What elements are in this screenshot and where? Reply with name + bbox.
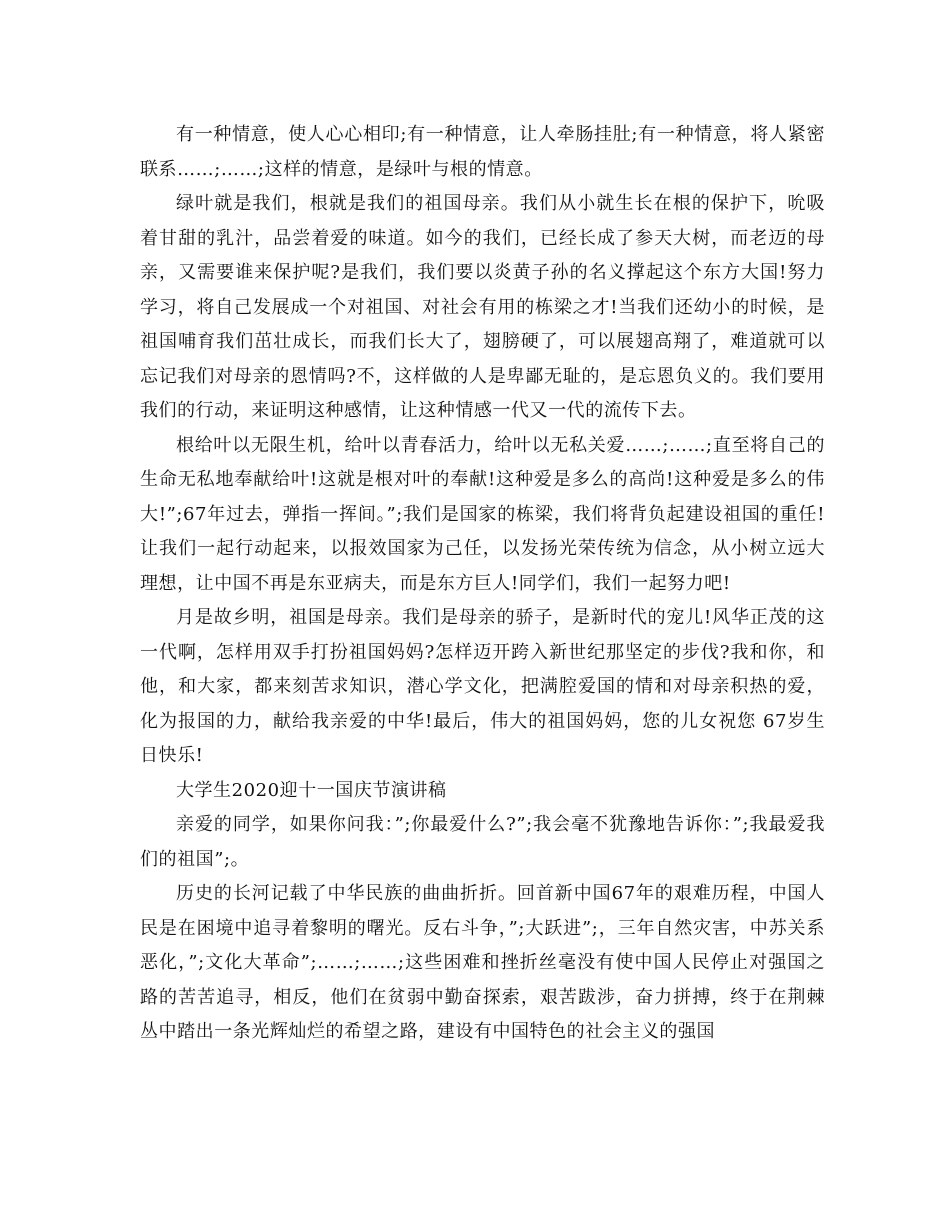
paragraph-4: 月是故乡明，祖国是母亲。我们是母亲的骄子，是新时代的宠儿!风华正茂的这一代啊，怎样用双手打扮祖国妈妈?怎样迈开跨入新世纪那坚定的步伐?我和你，和他，和大家，都来刻苦求知识，潜心学文化，把满腔爱国的情和对母亲积热的爱，化为报国的力，献给我亲爱的中华!最后，伟大的祖国妈妈，您的儿女祝您 67岁生日快乐! bbox=[140, 607, 825, 766]
section-title: 大学生2020迎十一国庆节演讲稿 bbox=[176, 779, 447, 801]
paragraph-5: 亲爱的同学，如果你问我：”;你最爱什么?”;我会毫不犹豫地告诉你：”;我最爱我们的祖国”;。 bbox=[140, 814, 825, 870]
paragraph-2: 绿叶就是我们，根就是我们的祖国母亲。我们从小就生长在根的保护下，吮吸着甘甜的乳汁，品尝着爱的味道。如今的我们，已经长成了参天大树，而老迈的母亲，又需要谁来保护呢?是我们，我们要以炎黄子孙的名义撑起这个东方大国!努力学习，将自己发展成一个对祖国、对社会有用的栋梁之才!当我们还幼小的时候，是祖国哺育我们茁壮成长，而我们长大了，翅膀硬了，可以展翅高翔了，难道就可以忘记我们对母亲的恩情吗?不，这样做的人是卑鄙无耻的，是忘恩负义的。我们要用我们的行动，来证明这种感情，让这种情感一代又一代的流传下去。 bbox=[140, 193, 825, 421]
document-page bbox=[140, 118, 825, 1050]
paragraph-3: 根给叶以无限生机，给叶以青春活力，给叶以无私关爱……;……;直至将自己的生命无私地奉献给叶!这就是根对叶的奉献!这种爱是多么的高尚!这种爱是多么的伟大!”;67年过去，弹指一挥间。”;我们是国家的栋梁，我们将背负起建设祖国的重任!让我们一起行动起来，以报效国家为己任，以发扬光荣传统为信念，从小树立远大理想，让中国不再是东亚病夫，而是东方巨人!同学们，我们一起努力吧! bbox=[140, 434, 825, 594]
paragraph-6: 历史的长河记载了中华民族的曲曲折折。回首新中国67年的艰难历程，中国人民是在困境中追寻着黎明的曙光。反右斗争，”;大跃进”;，三年自然灾害，中苏关系恶化，”;文化大革命”;……;……;这些困难和挫折丝毫没有使中国人民停止对强国之路的苦苦追寻，相反，他们在贫弱中勤奋探索，艰苦跋涉，奋力拼搏，终于在荆棘丛中踏出一条光辉灿烂的希望之路，建设有中国特色的社会主义的强国 bbox=[140, 883, 825, 1042]
paragraph-1: 有一种情意，使人心心相印;有一种情意，让人牵肠挂肚;有一种情意，将人紧密联系……;……;这样的情意，是绿叶与根的情意。 bbox=[140, 124, 825, 180]
